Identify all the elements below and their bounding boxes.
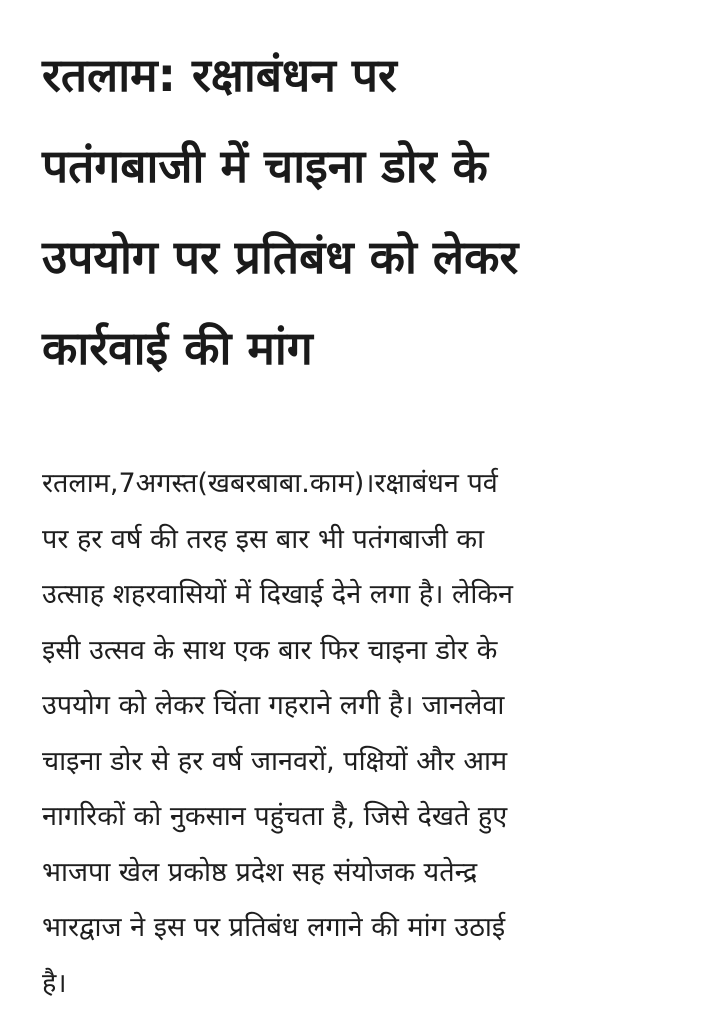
body-line: पर हर वर्ष की तरह इस बार भी पतंगबाजी का: [42, 523, 485, 555]
body-line: है।: [42, 967, 67, 999]
article-headline: [42, 30, 674, 394]
headline-line: रतलाम: रक्षाबंधन पर: [42, 48, 397, 102]
body-line: रतलाम,7अगस्त(खबरबाबा.काम)।रक्षाबंधन पर्व: [42, 468, 498, 499]
body-line: भाजपा खेल प्रकोष्ठ प्रदेश सह संयोजक यतेन्द्र: [42, 856, 478, 888]
article-body: [42, 456, 682, 1011]
body-line: उत्साह शहरवासियों में दिखाई देने लगा है। लेकिन: [42, 579, 514, 610]
body-line: इसी उत्सव के साथ एक बार फिर चाइना डोर के: [42, 634, 498, 666]
body-line: उपयोग को लेकर चिंता गहराने लगी है। जानलेवा: [42, 690, 505, 721]
headline-line: कार्रवाई की मांग: [42, 321, 313, 375]
body-line: नागरिकों को नुकसान पहुंचता है, जिसे देखते हुए: [42, 801, 508, 832]
headline-line: पतंगबाजी में चाइना डोर के: [42, 139, 488, 193]
headline-line: उपयोग पर प्रतिबंध को लेकर: [42, 230, 519, 284]
body-line: चाइना डोर से हर वर्ष जानवरों, पक्षियों और आम: [42, 745, 508, 777]
body-line: भारद्वाज ने इस पर प्रतिबंध लगाने की मांग उठाई: [42, 912, 506, 943]
